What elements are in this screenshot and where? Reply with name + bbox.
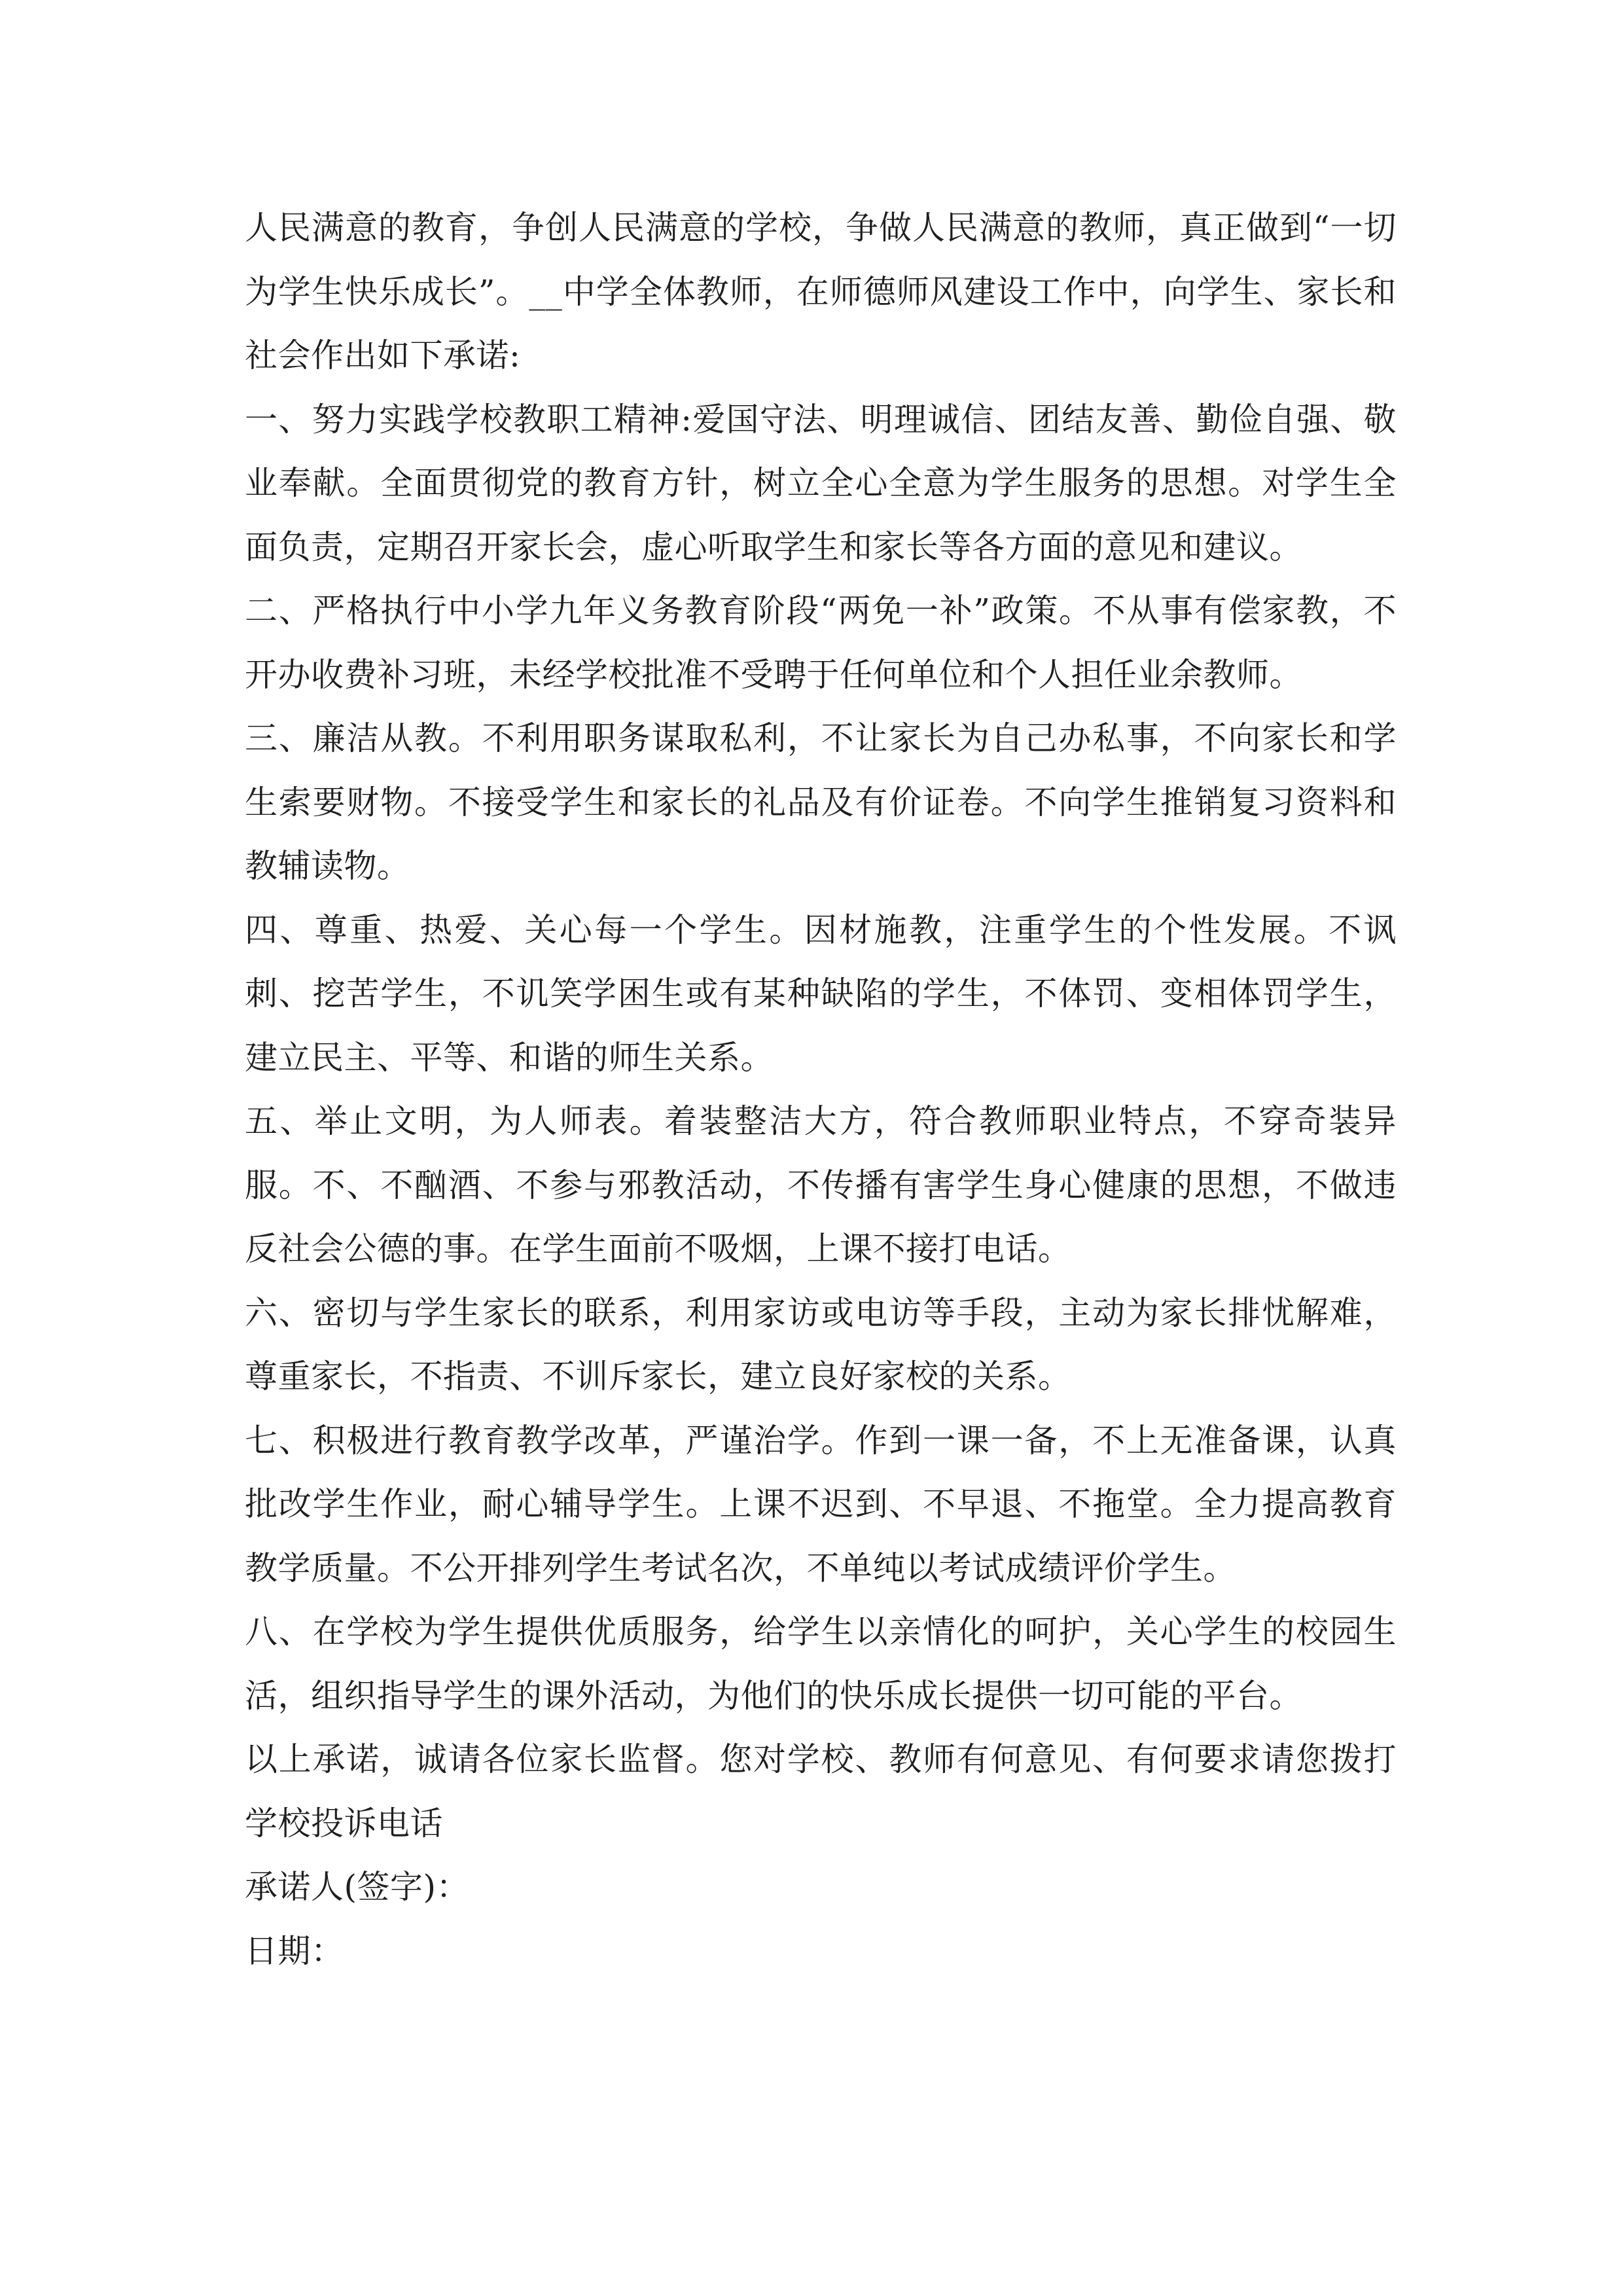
commitment-item-5: 五、举止文明，为人师表。着装整洁大方，符合教师职业特点，不穿奇装异服。不、不酗酒、不参与邪教活动，不传播有害学生身心健康的思想，不做违反社会公德的事。在学生面前不吸烟，上课不接打电话。 — [245, 1102, 1397, 1268]
document-body — [245, 196, 1397, 1983]
intro-paragraph: 人民满意的教育，争创人民满意的学校，争做人民满意的教师，真正做到“一切为学生快乐成长”。__中学全体教师，在师德师风建设工作中，向学生、家长和社会作出如下承诺: — [245, 209, 1397, 374]
commitment-item-8: 八、在学校为学生提供优质服务，给学生以亲情化的呵护，关心学生的校园生活，组织指导学生的课外活动，为他们的快乐成长提供一切可能的平台。 — [245, 1613, 1397, 1715]
commitment-item-7: 七、积极进行教育教学改革，严谨治学。作到一课一备，不上无准备课，认真批改学生作业，耐心辅导学生。上课不迟到、不早退、不拖堂。全力提高教育教学质量。不公开排列学生考试名次，不单纯以考试成绩评价学生。 — [245, 1421, 1397, 1587]
closing-paragraph: 以上承诺，诚请各位家长监督。您对学校、教师有何意见、有何要求请您拨打学校投诉电话 — [245, 1740, 1397, 1842]
commitment-item-2: 二、严格执行中小学九年义务教育阶段“两免一补”政策。不从事有偿家教，不开办收费补习班，未经学校批准不受聘于任何单位和个人担任业余教师。 — [245, 592, 1397, 694]
signature-line: 承诺人(签字)： — [245, 1868, 470, 1906]
commitment-item-4: 四、尊重、热爱、关心每一个学生。因材施教，注重学生的个性发展。不讽刺、挖苦学生，不讥笑学困生或有某种缺陷的学生，不体罚、变相体罚学生，建立民主、平等、和谐的师生关系。 — [245, 910, 1397, 1077]
date-line: 日期： — [245, 1931, 344, 1970]
commitment-item-3: 三、廉洁从教。不利用职务谋取私利，不让家长为自己办私事，不向家长和学生索要财物。不接受学生和家长的礼品及有价证卷。不向学生推销复习资料和教辅读物。 — [245, 719, 1397, 885]
commitment-item-1: 一、努力实践学校教职工精神:爱国守法、明理诚信、团结友善、勤俭自强、敬业奉献。全面贯彻党的教育方针，树立全心全意为学生服务的思想。对学生全面负责，定期召开家长会，虚心听取学生和家长等各方面的意见和建议。 — [245, 400, 1397, 566]
commitment-item-6: 六、密切与学生家长的联系，利用家访或电访等手段，主动为家长排忧解难，尊重家长，不指责、不训斥家长，建立良好家校的关系。 — [245, 1293, 1397, 1395]
